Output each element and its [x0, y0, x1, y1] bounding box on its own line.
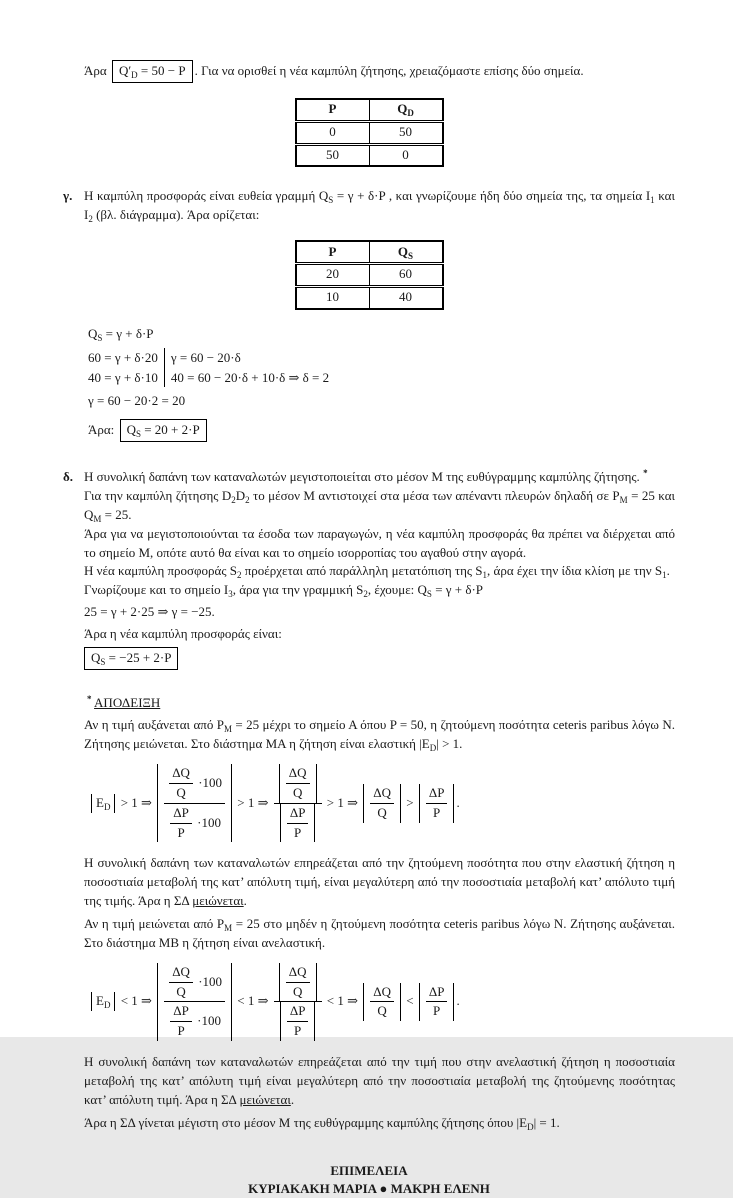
fraction: [274, 764, 322, 842]
proof-paragraph-3: Αν η τιμή μειώνεται από $P_M = 25$ στο μηδέν η ζητούμενη ποσότητα ceteris paribus λόγω Ν. Ζήτησης αυξάνεται. Στο διάστημα ΜΒ η ζήτηση είναι ανελαστική.: [84, 916, 675, 950]
supply-conclusion: [88, 419, 675, 442]
table-row: [296, 144, 443, 166]
table-cell: 10: [296, 286, 370, 308]
table-cell: 50: [296, 144, 370, 166]
section-delta-text: [84, 468, 675, 669]
credits-footer: [63, 1162, 675, 1197]
absolute-value: $E_D$: [91, 794, 115, 813]
fraction: $\frac{\Delta P}{P}$: [170, 804, 192, 843]
absolute-value: $E_D$: [91, 992, 115, 1011]
delta-line: 25 = γ + 2·25 ⇒ γ = −25.: [84, 604, 215, 620]
supply-schedule-table: [295, 240, 444, 310]
absolute-value: [157, 764, 232, 842]
absolute-value: [419, 983, 455, 1022]
table-header-cell: $Q_S$: [369, 241, 443, 263]
fraction: $\frac{\Delta Q}{Q}$ ·100 $\frac{\Delta P}{P}$ ·100: [164, 963, 225, 1041]
proof-paragraph-1: Αν η τιμή αυξάνεται από $P_M = 25$ μέχρι το σημείο Α όπου P = 50, η ζητούμενη ποσότητα ceteris paribus λόγω Ν. Ζήτησης μειώνεται. Στο διάστημα ΜΑ η ζήτηση είναι ελαστική $|E_D| > 1$.: [84, 717, 675, 754]
fraction: $\frac{\Delta P}{P}$: [287, 1002, 309, 1041]
table-row: [296, 286, 443, 308]
delta-line: Η νέα καμπύλη προσφοράς $S_2$ προέρχεται από παράλληλη μετατόπιση της $S_1$, άρα έχει την ίδια κλίση με την $S_1$.: [84, 563, 670, 581]
table-header-row: [296, 99, 443, 121]
absolute-value: [280, 1002, 316, 1041]
delta-line: Άρα η νέα καμπύλη προσφοράς είναι:: [84, 625, 282, 641]
fraction: $\frac{\Delta P}{P}$: [170, 1002, 192, 1041]
equation-line: 60 = γ + δ·20: [88, 350, 158, 366]
delta-line: Άρα για να μεγιστοποιούνται τα έσοδα των παραγωγών, η νέα καμπύλη προσφοράς θα πρέπει να διέρχεται από το σημείο Μ, οπότε αυτό θα είναι και το σημείο ισορροπίας του αγαθού στην αγορά.: [84, 525, 675, 560]
absolute-value: [363, 983, 401, 1022]
section-gamma-marker: γ.: [63, 188, 73, 204]
fraction: $\frac{\Delta Q}{Q}$ ·100 $\frac{\Delta P}{P}$ ·100: [164, 764, 225, 842]
fraction: $\frac{\Delta Q}{Q}$: [286, 764, 310, 803]
demand-schedule-table: [295, 98, 444, 168]
fraction: [274, 963, 322, 1041]
absolute-value: [279, 963, 317, 1002]
fraction: $\frac{\Delta P}{P}$: [426, 983, 448, 1022]
table-header-row: [296, 241, 443, 263]
delta-line: Για την καμπύλη ζήτησης $D_2D_2$ το μέσον Μ αντιστοιχεί στα μέσα των απέναντι πλευρών δηλαδή σε $P_M = 25$ και $Q_M = 25$.: [84, 487, 675, 524]
equation-system-right: [164, 348, 329, 387]
proof-heading: * ΑΠΟΔΕΙΞΗ: [87, 693, 161, 710]
section-gamma: [63, 187, 675, 225]
supply-general-equation: $Q_S = \gamma + \delta\cdot P$: [88, 325, 154, 343]
intro-paragraph: Άρα $Q'_D = 50 - P$ . Για να ορισθεί η νέα καμπύλη ζήτησης, χρειαζόμαστε επίσης δύο σημεία.: [84, 60, 675, 83]
section-gamma-text: Η καμπύλη προσφοράς είναι ευθεία γραμμή $Q_S = \gamma + \delta\cdot P$ , και γνωρίζουμε ήδη δύο σημεία της, τα σημεία $I_1$ και $I_2$ (βλ. διάγραμμα). Άρα ορίζεται:: [84, 188, 675, 225]
absolute-value: [280, 804, 316, 843]
section-delta-marker: δ.: [63, 469, 73, 485]
fraction: $\frac{\Delta Q}{Q}$: [169, 963, 193, 1002]
equation-line: γ = 60 − 20·δ: [170, 350, 241, 366]
table-header-cell: $Q_D$: [369, 99, 443, 121]
equation-line: 40 = 60 − 20·δ + 10·δ ⇒ δ = 2: [170, 369, 330, 385]
fraction: $\frac{\Delta Q}{Q}$: [286, 963, 310, 1002]
table-cell: 0: [369, 144, 443, 166]
section-delta: [63, 468, 675, 669]
table-cell: 40: [369, 286, 443, 308]
gamma-value-equation: γ = 60 − 20·2 = 20: [88, 393, 186, 409]
delta-line: Η συνολική δαπάνη των καταναλωτών μεγιστοποιείται στο μέσον Μ της ευθύγραμμης καμπύλης ζήτησης. *: [84, 468, 648, 485]
fraction: $\frac{\Delta Q}{Q}$: [370, 983, 394, 1022]
table-header-cell: P: [296, 241, 370, 263]
fraction: $\frac{\Delta Q}{Q}$: [169, 764, 193, 803]
equation-system: [88, 348, 675, 387]
table-cell: 20: [296, 263, 370, 286]
credits-title: ΕΠΙΜΕΛΕΙΑ: [330, 1163, 408, 1179]
table-row: [296, 121, 443, 144]
absolute-value: [157, 963, 232, 1041]
proof-paragraph-5: Άρα η ΣΔ γίνεται μέγιστη στο μέσον Μ της ευθύγραμμης καμπύλης ζήτησης όπου $|E_D| = 1$.: [84, 1114, 560, 1132]
elasticity-formula-inelastic: $E_D$ < 1 ⇒ $\frac{\Delta Q}{Q}$ ·100 $\frac{\Delta P}{P}$ ·100 < 1 ⇒ $\frac{\frac{\Delta Q}{Q}}{\frac{\Delta P}{P}}$ < 1 ⇒ $\frac{\Delta Q}{Q}$ < $\frac{\Delta P}{P}$ .: [89, 963, 675, 1041]
fraction: $\frac{\Delta Q}{Q}$: [370, 784, 394, 823]
table-row: [296, 263, 443, 286]
equation-block: [63, 325, 675, 443]
fraction: $\frac{\Delta P}{P}$: [287, 804, 309, 843]
fraction: $\frac{\Delta P}{P}$: [426, 784, 448, 823]
proof-paragraph-2: Η συνολική δαπάνη των καταναλωτών επηρεάζεται από την ζητούμενη ποσότητα που στην ελαστική ζήτηση η ποσοστιαία μεταβολή της κατ’ απόλυτη τιμή, είναι μεγαλύτερη από την ποσοστιαία μεταβολή κατ’ απόλυτο τιμή της τιμής. Άρα η ΣΔ μειώνεται.: [84, 855, 675, 909]
conclusion-label: Άρα:: [88, 422, 115, 438]
new-supply-result-box: $Q_S = -25 + 2\cdot P$: [84, 647, 178, 670]
absolute-value: [279, 764, 317, 803]
table-header-cell: P: [296, 99, 370, 121]
credits-names: ΚΥΡΙΑΚΑΚΗ ΜΑΡΙΑ ● ΜΑΚΡΗ ΕΛΕΝΗ: [248, 1180, 490, 1196]
equation-line: 40 = γ + δ·10: [88, 369, 158, 385]
table-cell: 0: [296, 121, 370, 144]
formula-box: $Q'_D = 50 - P$: [112, 60, 193, 83]
supply-result-box: $Q_S = 20 + 2\cdot P$: [120, 419, 207, 442]
elasticity-formula-elastic: $E_D$ > 1 ⇒ $\frac{\Delta Q}{Q}$ ·100 $\frac{\Delta P}{P}$ ·100 > 1 ⇒ $\frac{\frac{\Delta Q}{Q}}{\frac{\Delta P}{P}}$ > 1 ⇒ $\frac{\Delta Q}{Q}$ > $\frac{\Delta P}{P}$ .: [89, 764, 675, 842]
absolute-value: [419, 784, 455, 823]
delta-line: Γνωρίζουμε και το σημείο $I_3$, άρα για την γραμμική $S_2$, έχουμε: $Q_S = \gamma + \delta\cdot P$: [84, 582, 484, 600]
table-cell: 50: [369, 121, 443, 144]
equation-system-left: [88, 348, 164, 387]
table-cell: 60: [369, 263, 443, 286]
absolute-value: [363, 784, 401, 823]
proof-paragraph-4: Η συνολική δαπάνη των καταναλωτών επηρεάζεται από την τιμή που στην ανελαστική ζήτηση η ποσοστιαία μεταβολή της κατ’ απόλυτη τιμή είναι μεγαλύτερη από την ποσοστιαία μεταβολή της ζητούμενης ποσότητας κατ’ απόλυτη τιμή. Άρα η ΣΔ μειώνεται.: [84, 1054, 675, 1107]
